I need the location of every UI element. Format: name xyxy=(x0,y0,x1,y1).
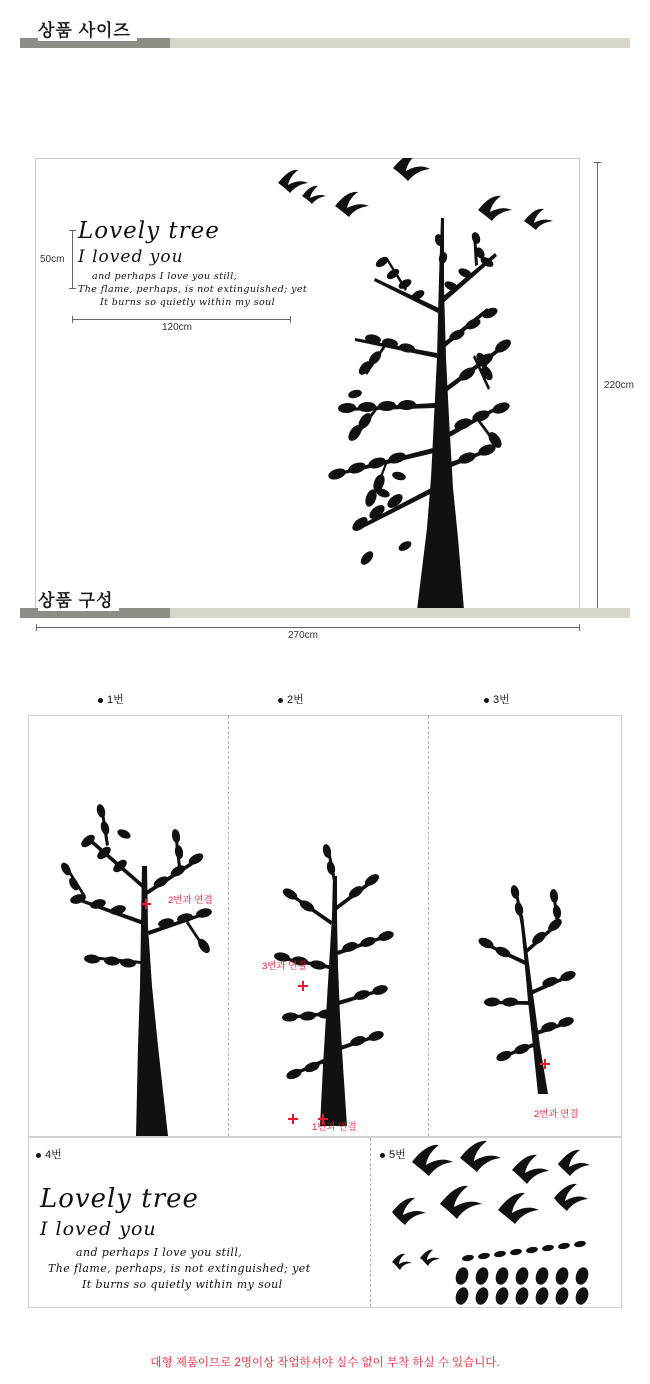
decal2-line-3: and perhaps I love you still, xyxy=(76,1246,243,1259)
decal-line-5: It burns so quietly within my soul xyxy=(100,297,276,308)
part-label-3: 3번 xyxy=(484,691,510,707)
decal2-line-2: I loved you xyxy=(40,1218,157,1240)
decal-line-4: The flame, perhaps, is not extinguished; yet xyxy=(78,284,308,295)
connection-label-2-top: 3번과 연결 xyxy=(262,961,307,972)
connection-label-3: 2번과 연결 xyxy=(534,1109,579,1120)
measure-tick-120-left xyxy=(72,316,73,323)
decal-text-composition xyxy=(40,1184,340,1291)
connection-label-2-bottom: 1번과 연결 xyxy=(312,1122,357,1133)
part-label-4: 4번 xyxy=(36,1146,62,1162)
section-title-composition: 상품 구성 xyxy=(38,586,119,611)
dim-label-50: 50cm xyxy=(40,254,65,265)
dim-label-120: 120cm xyxy=(162,322,193,333)
decal-text-size xyxy=(78,218,308,308)
divider-4-5 xyxy=(370,1138,371,1307)
measure-tick-50-bottom xyxy=(69,288,76,289)
connection-label-1: 2번과 연결 xyxy=(168,895,213,906)
measure-tick-120-right xyxy=(290,316,291,323)
section-header-composition xyxy=(20,586,630,628)
bullet-dot-1 xyxy=(98,698,103,703)
part-3-artwork xyxy=(428,716,622,1136)
bullet-dot-4 xyxy=(36,1153,41,1158)
measure-tick-50-top xyxy=(69,230,76,231)
part-label-2: 2번 xyxy=(278,691,304,707)
measure-line-120 xyxy=(72,319,290,320)
bullet-dot-2 xyxy=(278,698,283,703)
decal2-line-4: The flame, perhaps, is not extinguished; yet xyxy=(48,1262,311,1275)
composition-section xyxy=(0,586,650,1369)
measure-line-50 xyxy=(72,230,73,288)
part-1-artwork xyxy=(28,716,228,1136)
part-label-1: 1번 xyxy=(98,691,124,707)
decal-line-3: and perhaps I love you still, xyxy=(92,271,238,282)
footer-note: 대형 제품이므로 2명이상 작업하셔야 실수 없이 부착 하실 수 있습니다. xyxy=(150,1357,500,1369)
part-2-artwork xyxy=(228,716,428,1136)
decal2-line-5: It burns so quietly within my soul xyxy=(82,1278,283,1291)
part-5-artwork xyxy=(372,1140,622,1305)
measure-tick-220-top xyxy=(594,162,601,163)
decal2-line-1: Lovely tree xyxy=(40,1184,199,1214)
section-header-size xyxy=(20,16,630,58)
part-label-5: 5번 xyxy=(380,1146,406,1162)
bird-silhouettes xyxy=(278,158,553,230)
decal-line-2: I loved you xyxy=(78,247,184,267)
section-title-size: 상품 사이즈 xyxy=(38,16,137,41)
decal-line-1: Lovely tree xyxy=(78,218,220,244)
dim-label-270: 270cm xyxy=(288,630,319,641)
dim-label-220: 220cm xyxy=(604,380,635,391)
measure-line-220 xyxy=(597,162,598,614)
bullet-dot-3 xyxy=(484,698,489,703)
